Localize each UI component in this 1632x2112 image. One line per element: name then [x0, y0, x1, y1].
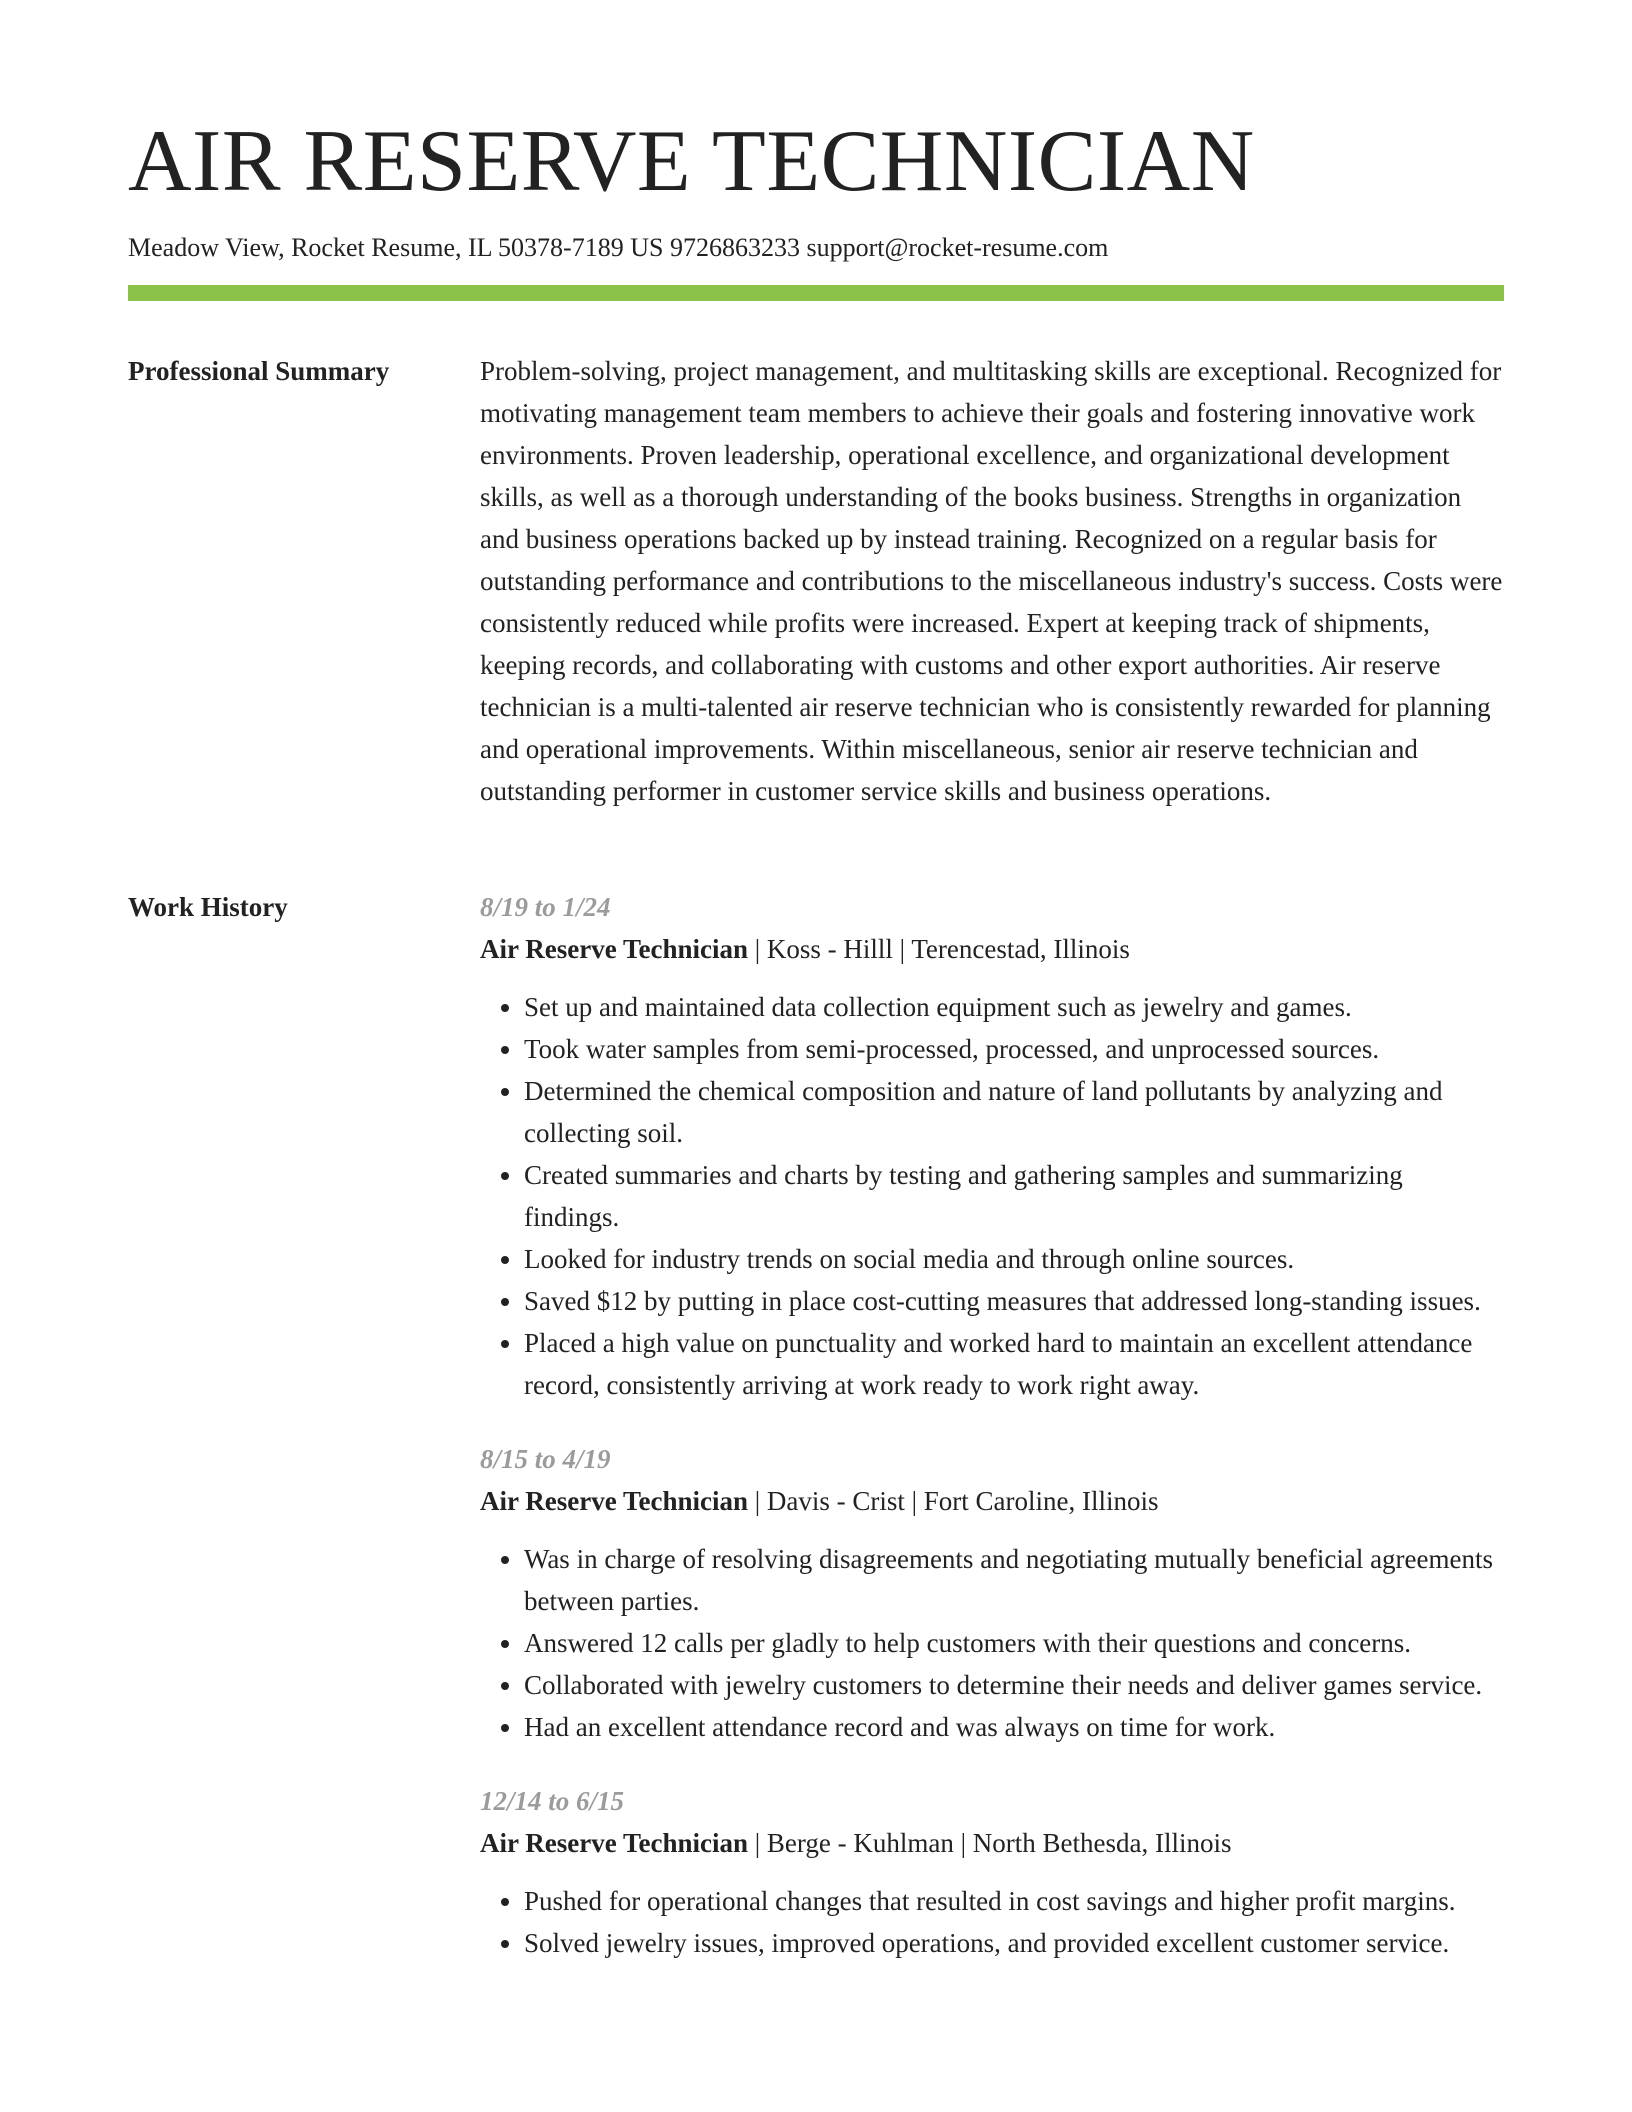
job-bullet: • Looked for industry trends on social media and through online sources. — [524, 1238, 1504, 1280]
job-bullet: • Solved jewelry issues, improved operations, and provided excellent customer service. — [524, 1922, 1504, 1964]
work-history-title: Work History — [128, 892, 288, 922]
job-bullet: • Had an excellent attendance record and was always on time for work. — [524, 1706, 1504, 1748]
job-details: | Davis - Crist | Fort Caroline, Illinois — [747, 1486, 1159, 1516]
job-bullet: • Set up and maintained data collection equipment such as jewelry and games. — [524, 986, 1504, 1028]
job-entry — [480, 1438, 1504, 1748]
job-bullet: • Was in charge of resolving disagreements and negotiating mutually beneficial agreements between parties. — [524, 1538, 1504, 1622]
job-bullets — [480, 1538, 1504, 1748]
job-bullets — [480, 986, 1504, 1406]
contact-line: Meadow View, Rocket Resume, IL 50378-7189 US 9726863233 support@rocket-resume.com — [128, 233, 1109, 262]
job-entry — [480, 1780, 1504, 1964]
job-dates: 8/19 to 1/24 — [480, 892, 611, 922]
job-bullet: • Saved $12 by putting in place cost-cutting measures that addressed long-standing issues. — [524, 1280, 1504, 1322]
job-title-line — [480, 928, 1504, 970]
job-bullet: • Placed a high value on punctuality and worked hard to maintain an excellent attendance record, consistently arriving at work ready to work right away. — [524, 1322, 1504, 1406]
job-title: Air Reserve Technician — [480, 934, 748, 964]
job-title-line — [480, 1480, 1504, 1522]
work-history-body — [480, 886, 1504, 1996]
summary-title: Professional Summary — [128, 356, 390, 386]
job-details: | Koss - Hilll | Terencestad, Illinois — [747, 934, 1130, 964]
summary-body — [480, 350, 1504, 812]
job-entry — [480, 886, 1504, 1406]
job-bullet: • Determined the chemical composition and nature of land pollutants by analyzing and collecting soil. — [524, 1070, 1504, 1154]
job-title: Air Reserve Technician — [480, 1486, 748, 1516]
job-bullet: • Took water samples from semi-processed, processed, and unprocessed sources. — [524, 1028, 1504, 1070]
job-bullet: • Answered 12 calls per gladly to help customers with their questions and concerns. — [524, 1622, 1504, 1664]
job-bullet: • Collaborated with jewelry customers to determine their needs and deliver games service. — [524, 1664, 1504, 1706]
resume-name: AIR RESERVE TECHNICIAN — [128, 113, 1255, 210]
job-details: | Berge - Kuhlman | North Bethesda, Illinois — [747, 1828, 1232, 1858]
header-divider — [128, 285, 1504, 301]
job-bullets — [480, 1880, 1504, 1964]
job-title-line — [480, 1822, 1504, 1864]
summary-text: Problem-solving, project management, and multitasking skills are exceptional. Recognized for motivating management team members to achieve their goals and fostering innovative work environments. Proven leadership, operational excellence, and organizational development skills, as well as a thorough understanding of the books business. Strengths in organization and business operations backed up by instead training. Recognized on a regular basis for outstanding performance and contributions to the miscellaneous industry's success. Costs were consistently reduced while profits were increased. Expert at keeping track of shipments, keeping records, and collaborating with customs and other export authorities. Air reserve technician is a multi-talented air reserve technician who is consistently rewarded for planning and operational improvements. Within miscellaneous, senior air reserve technician and outstanding performer in customer service skills and business operations. — [480, 356, 1503, 806]
job-bullet: • Pushed for operational changes that resulted in cost savings and higher profit margins. — [524, 1880, 1504, 1922]
job-dates: 12/14 to 6/15 — [480, 1786, 625, 1816]
job-bullet: • Created summaries and charts by testing and gathering samples and summarizing findings. — [524, 1154, 1504, 1238]
job-dates: 8/15 to 4/19 — [480, 1444, 611, 1474]
job-title: Air Reserve Technician — [480, 1828, 748, 1858]
